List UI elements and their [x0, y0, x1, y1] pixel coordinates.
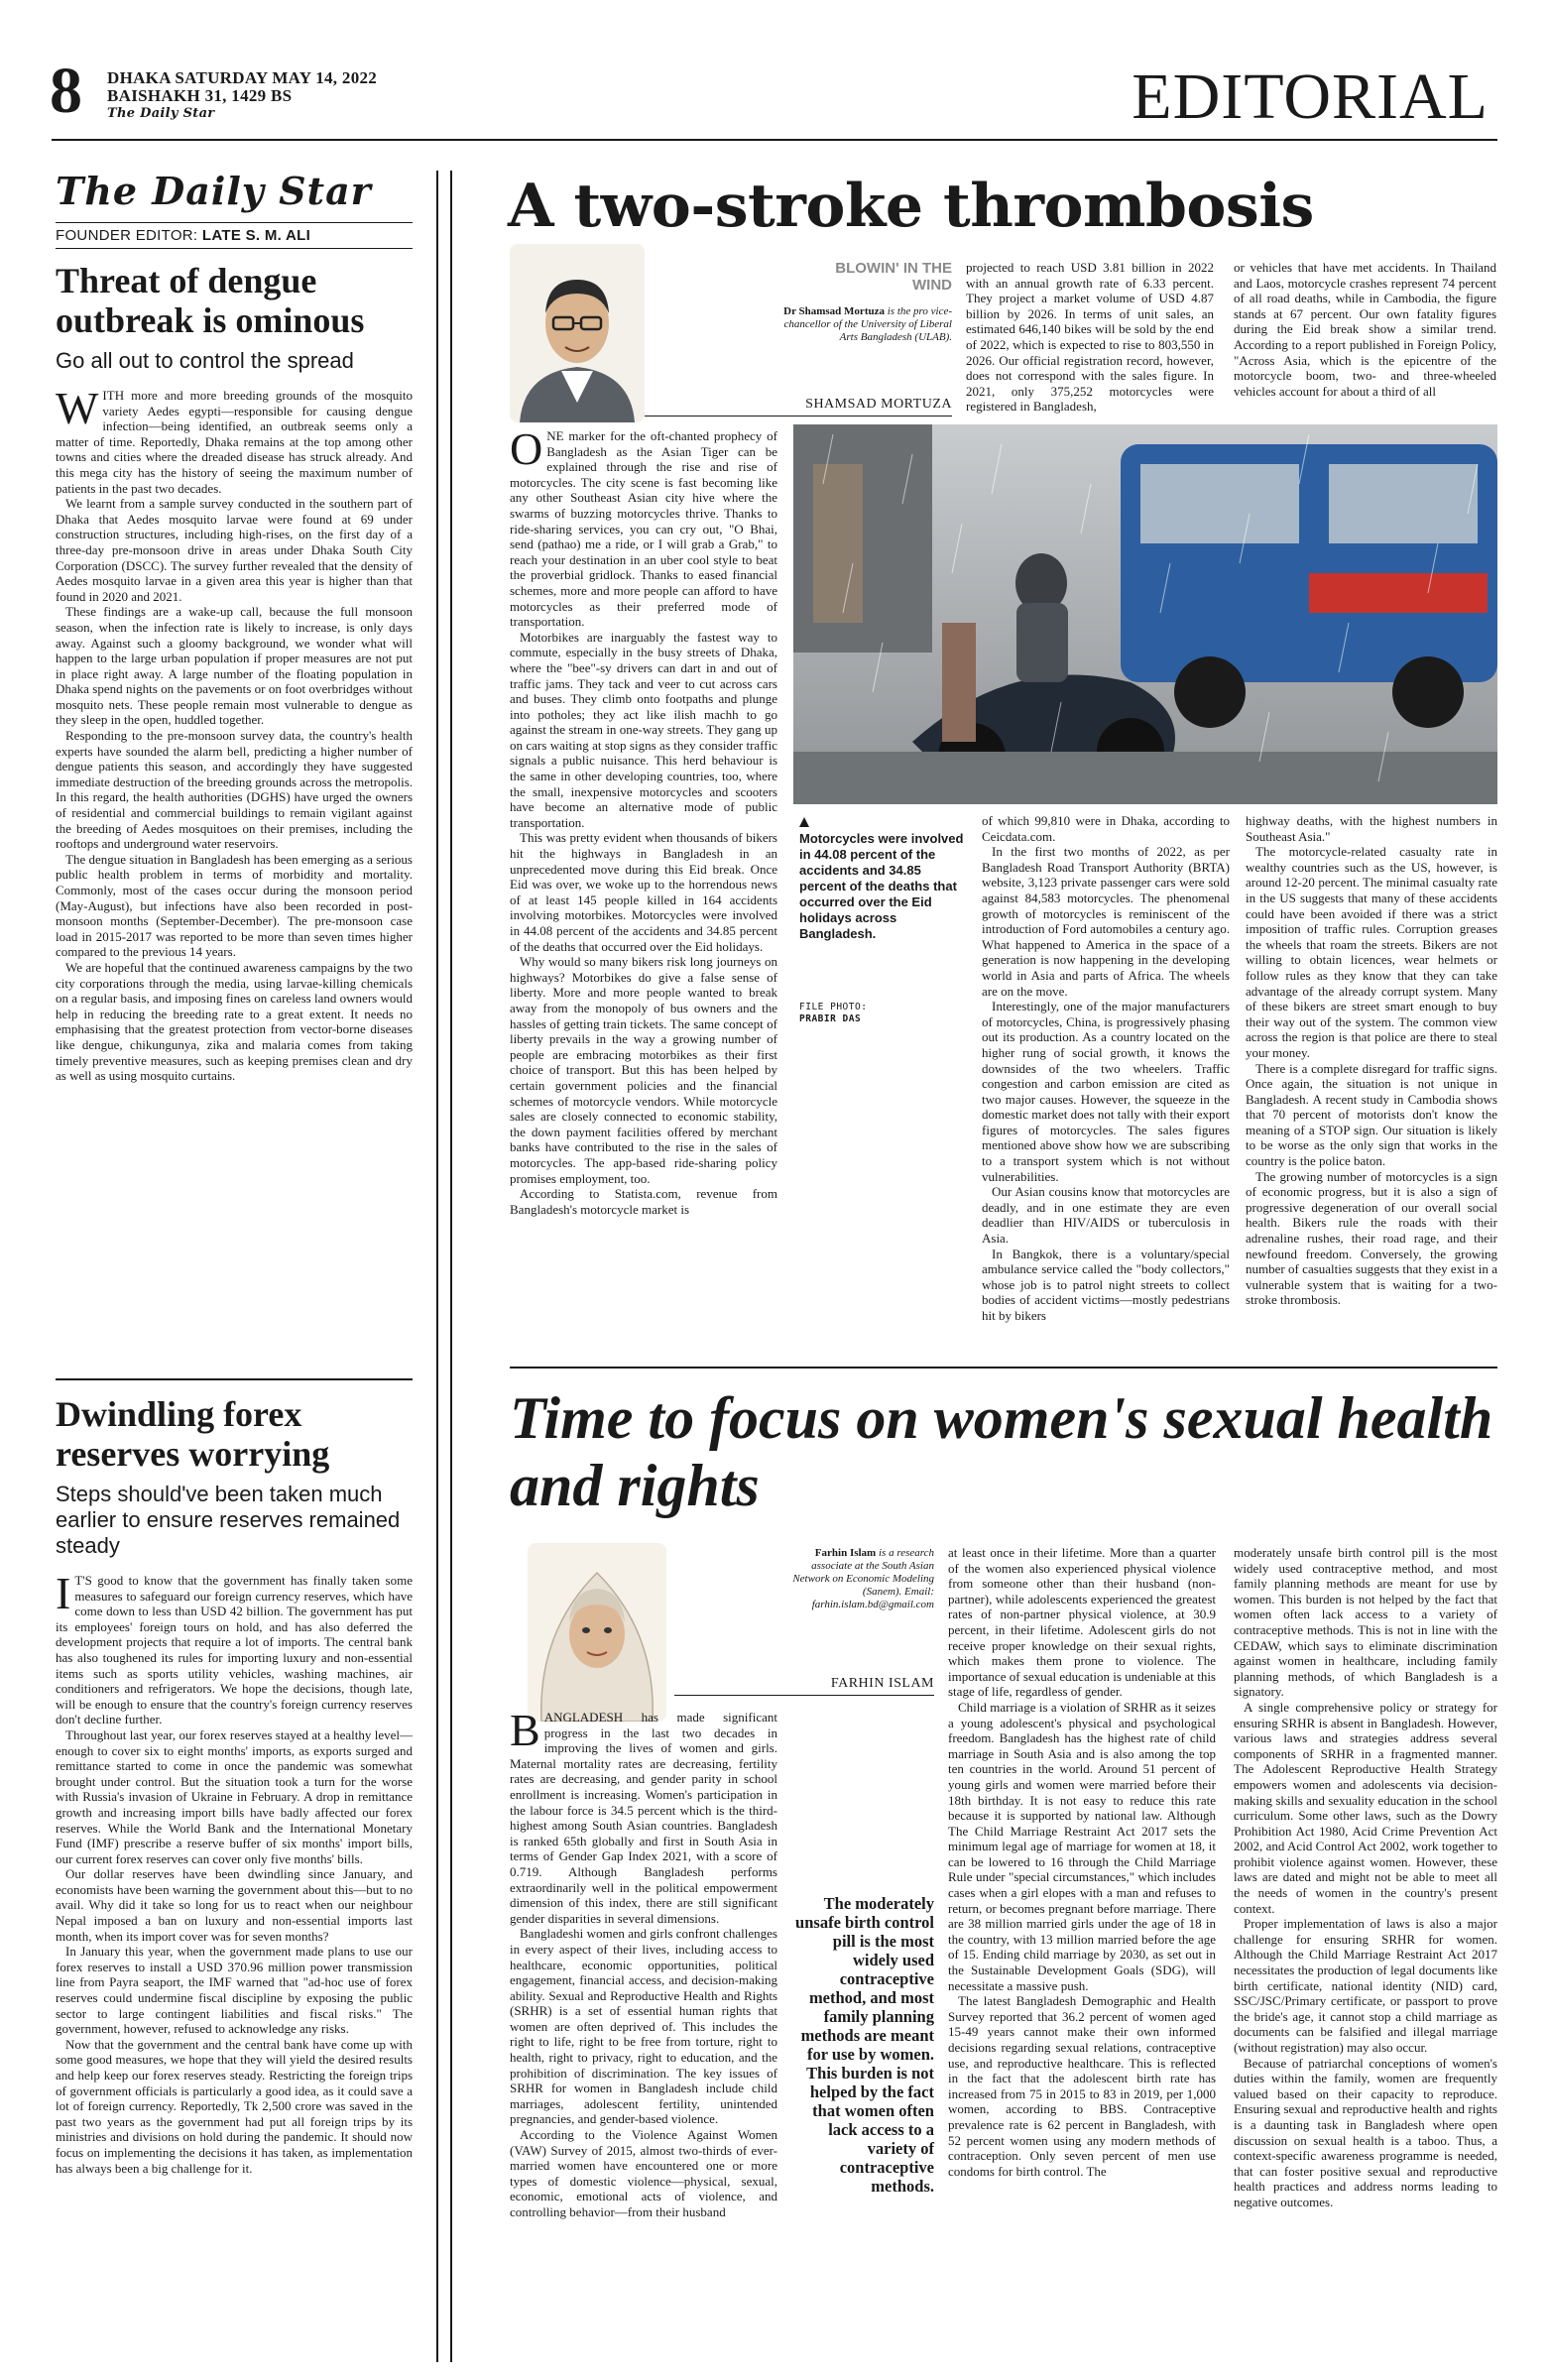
- date-line: DHAKA SATURDAY MAY 14, 2022: [107, 68, 378, 87]
- article-column-1: [510, 1705, 777, 2220]
- paragraph: Bangladeshi women and girls confront challenges in every aspect of their lives, including access to healthcare, economic opportunities, political engagement, financial access, and decision-making ability. Sexual and Reproductive Health and Rights (SRHR) is a set of essential human rights that women are often deprived of. This includes the right to life, right to be free from torture, right to health, right to privacy, right to education, and the prohibition of discrimination. The key issues of SRHR for women in Bangladesh include child marriages, adolescent fertility, unintended pregnancies, and gender-based violence.: [510, 1926, 777, 2127]
- author-portrait: [510, 244, 645, 422]
- paragraph: According to the Violence Against Women (VAW) Survey of 2015, almost two-thirds of ever-married women have encountered one or more types of domestic violence—physical, sexual, economic, emotional acts of violence, and controlling behavior—from their husband: [510, 2127, 777, 2219]
- paragraph: NE marker for the oft-chanted prophecy of Bangladesh as the Asian Tiger can be explained through the rise and rise of motorcycles. The city scene is fast becoming like any other Southeast Asian city hive where the swarms of buzzing motorcycles thrive. Thanks to ride-sharing services, you can cry out, "O Bhai, send (pathao) me a ride, or I will grab a Grab," to reach your destination in an uber cool style to beat the proverbial gridlock. Thanks to eased financial schemes, more and more people can afford to have motorcycles as their preferred mode of transportation.: [510, 428, 777, 630]
- masthead-logo: The Daily Star: [56, 169, 372, 213]
- drop-cap: O: [510, 423, 543, 474]
- author-portrait: [528, 1543, 666, 1722]
- dateline: [107, 69, 377, 123]
- founder-name: LATE S. M. ALI: [201, 227, 311, 244]
- paragraph: In January this year, when the government made plans to use our forex reserves to install a USD 370.96 million power transmission line from Payra seaport, the IMF warned that "ad-hoc use of forex reserves could undermine fiscal discipline by exposing the public sector to large contingent liabilities and fiscal risks." The government, however, refused to acknowledge any risks.: [56, 1944, 413, 2037]
- author-bio-name: Farhin Islam: [814, 1547, 877, 1559]
- editorial-column-2: [56, 1394, 413, 2176]
- article-title: A two-stroke thrombosis: [508, 172, 1314, 241]
- paragraph: ANGLADESH has made significant progress in the last two decades in improving the lives of women and girls. Maternal mortality rates are decreasing, fertility rates are decreasing, and gender parity in school enrollment is increasing. Women's participation in the labour force is 34.5 percent which is the third-highest among South Asian countries. Bangladesh is ranked 65th globally and first in South Asia in terms of Gender Gap Index 2021, with a score of 0.719. Although Bangladesh performs extraordinarily well in the political empowerment dimension of this index, there are still significant gender disparities in several dimensions.: [510, 1710, 777, 1926]
- editorial-headline: Dwindling forex reserves worrying: [56, 1394, 330, 1474]
- paragraph: Child marriage is a violation of SRHR as it seizes a young adolescent's physical and psychological freedom. Bangladesh has the highest rate of child marriage in South Asia and is also among the top ten countries in the world. Around 51 percent of young girls and women were married before their 18th birthday. It is not easy to reduce this rate because it is supported by national law. Although The Child Marriage Restraint Act 2017 sets the minimum legal age of marriage for women at 18, it can be lowered to 16 through the Child Marriage Rule under "special circumstances," which includes cases when a girl elopes with a man and refuses to return, or becomes pregnant before marriage. There are 38 million married girls under the age of 18 in the country, with 13 million married before the age of 15. Ending child marriage by 2030, as set out in the Sustainable Development Goals (SDG), will necessitate a massive push.: [948, 1699, 1216, 1993]
- article-column-3-bottom: [1246, 813, 1497, 1308]
- article-column-2-top: [966, 260, 1214, 415]
- divider: [56, 248, 413, 249]
- article-column-1: [510, 423, 777, 1217]
- author-bio-text: is the pro vice-chancellor of the University of Liberal Arts Bangladesh (ULAB).: [783, 305, 952, 343]
- column-divider: [436, 171, 438, 2362]
- editorial-headline: Threat of dengue outbreak is ominous: [56, 261, 365, 340]
- author-bio-text: is a research associate at the South Asian Network on Economic Modeling (Sanem). Email: farhin.islam.bd@gmail.com: [792, 1547, 934, 1610]
- column-divider: [450, 171, 452, 2362]
- paragraph: The growing number of motorcycles is a sign of economic progress, but it is also a sign of progressive degeneration of our overall social health. Bikers rule the roads with their adrenaline rushes, their road rage, and their newfound freedom. Conversely, the growing number of casualties suggests that they exist in a vulnerable system that is waiting for a two-stroke thrombosis.: [1246, 1168, 1497, 1308]
- author-bio-name: Dr Shamsad Mortuza: [783, 305, 885, 317]
- paragraph: In the first two months of 2022, as per Bangladesh Road Transport Authority (BRTA) website, 3,123 private passenger cars were sold against 84,583 motorcycles. The phenomenal growth of motorcycles is reminiscent of the introduction of Ford automobiles a century ago. What happened to America in the space of a generation is now happening in the developing world in Asia and parts of Africa. The wheels are on the move.: [982, 844, 1230, 999]
- column-label: BLOWIN' IN THE WIND: [835, 260, 952, 294]
- paragraph: Proper implementation of laws is also a major challenge for ensuring SRHR for women. Although the Child Marriage Restraint Act 2017 necessitates the production of legal documents like birth certificate, national identity (NID) card, SSC/JSC/Primary certificate, or passport to prove the bride's age, it cannot stop a child marriage as documents can be falsified and illegal marriage (without registration) may also occur.: [1234, 1916, 1497, 2055]
- paragraph: Our Asian cousins know that motorcycles are deadly, and in one estimate they are even deadlier than HIV/AIDS or tuberculosis in Asia.: [982, 1184, 1230, 1247]
- motorcycle-photo: [793, 424, 1497, 804]
- paragraph: A single comprehensive policy or strategy for ensuring SRHR is absent in Bangladesh. However, various laws and strategies address several components of SRHR in a fragmented manner. The Adolescent Reproductive Health Strategy empowers women and adolescents via decision-making skills and sexuality education in the school curriculum. Some other laws, such as the Dowry Prohibition Act 1980, Acid Crime Prevention Act 2002, and Acid Control Act 2002, work together to prohibit violence against women. However, these laws are dated and might not be able to meet all the needs of women in the country's present context.: [1234, 1699, 1497, 1916]
- bangla-date: BAISHAKH 31, 1429 BS: [107, 86, 293, 105]
- paragraph: Now that the government and the central bank have come up with some good measures, we hope that they will yield the desired results and help keep our forex reserves steady. Restricting the foreign trips of government officials is particularly a good idea, as it could save a lot of foreign currency. Reportedly, Tk 2,500 crore was saved in the past two years as the government had put all foreign trips by its ministries and divisions on hold during the pandemic. It should now focus on implementing the decisions it has taken, as implementation has always been a big challenge for it.: [56, 2036, 413, 2176]
- author-byline: FARHIN ISLAM: [674, 1676, 934, 1696]
- author-bio: [783, 305, 952, 344]
- photo-caption: Motorcycles were involved in 44.08 percent of the accidents and 34.85 percent of the deaths that occurred over the Eid holidays across Bangladesh.: [799, 831, 964, 941]
- paragraph: This was pretty evident when thousands of bikers hit the highways in Bangladesh in an unprecedented move during this Eid break. Once Eid was over, we woke up to the horrendous news of at least 145 people killed in 164 accidents involving motorbikes. Motorcycles were involved in 44.08 percent of the accidents and 34.85 percent of the deaths that occurred over the Eid holidays.: [510, 830, 777, 954]
- article-column-3: [1234, 1545, 1497, 2210]
- editorial-dengue: [56, 261, 413, 1084]
- header-rule: [52, 139, 1497, 141]
- editorial-subhead: Steps should've been taken much earlier to ensure reserves remained steady: [56, 1482, 401, 1558]
- article-motorcycles: [456, 169, 1497, 244]
- editorial-divider: [56, 1378, 413, 1380]
- paragraph: Because of patriarchal conceptions of women's duties within the family, women are frequently valued based on their capacity to reproduce. Ensuring sexual and reproductive health and rights is a daunting task in Bangladesh where open discussion on sexual health is a taboo. Thus, a context-specific awareness programme is needed, that can foster positive sexual and reproductive health practices and address norms leading to negative outcomes.: [1234, 2055, 1497, 2209]
- paragraph: T'S good to know that the government has finally taken some measures to safeguard our foreign currency reserves, which have come down to less than USD 42 billion. The government has put its employees' foreign tours on hold, and has also deferred the development projects that require a lot of imports. The central bank has also toughened its rules for importing luxury and non-essential items such as sports utility vehicles, washing machines, air conditioners and refrigerators. We hope the decisions, though late, will be enough to ensure that the country's foreign currency reserves don't decline further.: [56, 1573, 413, 1727]
- editorial-column: [56, 169, 413, 1084]
- article-title: Time to focus on women's sexual health and rights: [510, 1385, 1493, 1518]
- page-header: [0, 0, 1550, 149]
- paragraph: Motorbikes are inarguably the fastest way to commute, especially in the busy streets of Dhaka, where the "bee"-sy drivers can dart in and out of traffic jams. They tack and veer to cut across cars and buses. They climb onto footpaths and plunge into potholes; they act like ilish machh to go against the stream in one-way streets. They gang up on cars waiting at stop signs as they consider traffic signals a public nuisance. This herd behaviour is the same in other developing countries, too, where the small, inexpensive motorcycles and scooters have become an alternative mode of public transportation.: [510, 629, 777, 830]
- editorial-body: [56, 1568, 413, 2176]
- editorial-forex: [56, 1394, 413, 2176]
- paragraph: ITH more and more breeding grounds of the mosquito variety Aedes egypti—responsible for causing dengue infection—being identified, an outbreak seems only a matter of time. Reportedly, Dhaka remains at the top among other towns and cities where the dreaded disease has struck already. And this mega city has the history of seeing the maximum number of patients in the past two decades.: [56, 388, 413, 496]
- paragraph: moderately unsafe birth control pill is the most widely used contraceptive method, and most family planning methods are meant for use by women. This burden is not helped by the fact that women often lack access to a variety of contraceptive methods. This is not in line with the CEDAW, which says to eliminate discrimination against women in healthcare, including family planning methods, of which Bangladesh is a signatory.: [1234, 1545, 1497, 1700]
- drop-cap: I: [56, 1568, 71, 1618]
- editorial-body: [56, 383, 413, 1084]
- paragraph: The latest Bangladesh Demographic and Health Survey reported that 36.2 percent of women aged 15-49 years cannot make their own informed decisions regarding sexual relations, contraceptive use, and reproductive healthcare. This is reflected in the fact that the adolescent birth rate has increased from 75 in 2015 to 83 in 2019, per 1,000 women, according to BBS. Contraceptive prevalence rate is 62 percent in Bangladesh, with 52 percent women using any modern methods of contraception. Only seven percent of men use condoms for birth control. The: [948, 1993, 1216, 2179]
- paragraph: The dengue situation in Bangladesh has been emerging as a serious public health problem in terms of morbidity and mortality. Commonly, most of the cases occur during the monsoon period (May-August), but infections have also been recorded in post-monsoon months (September-December). The pre-monsoon case load in 2015-2017 was reported to be more than seven times higher compared to the previous 14 years.: [56, 851, 413, 960]
- section-title: EDITORIAL: [1132, 60, 1489, 133]
- paragraph: Interestingly, one of the major manufacturers of motorcycles, China, is progressively phasing out its production. As a country located on the higher rung of social growth, it knows the downsides of the two wheelers. Traffic congestion and carbon emission are cited as two major causes. However, the squeeze in the domestic market does not tally with their export figures of motorcycles. The sales figures mentioned above show how we are subscribing to a transport system which is not without vulnerabilities.: [982, 999, 1230, 1184]
- mini-masthead: The Daily Star: [107, 106, 215, 121]
- paragraph: highway deaths, with the highest numbers in Southeast Asia.": [1246, 813, 1497, 844]
- paragraph: These findings are a wake-up call, because the full monsoon season, when the infection rate is likely to increase, is only days away. Against such a gloomy background, we wonder what will happen to the large urban population if proper measures are not put in place right away. A large number of the floating population in Dhaka spend nights on the pavements or on foot overbridges without mosquito nets. These people remain most vulnerable to dengue as they sleep in the open, huddled together.: [56, 604, 413, 728]
- paragraph: There is a complete disregard for traffic signs. Once again, the situation is not unique in Bangladesh. A recent study in Cambodia shows that 70 percent of motorists don't know the meaning of a STOP sign. Our situation is likely to be worse as the only sign that works in the country is the police baton.: [1246, 1060, 1497, 1169]
- article-column-2-bottom: [982, 813, 1230, 1324]
- founder-label: FOUNDER EDITOR:: [56, 227, 198, 244]
- paragraph: Why would so many bikers risk long journeys on highways? Motorbikes do give a false sense of liberty. More and more people wanted to break away from the monopoly of bus owners and the hassles of getting train tickets. The same concept of liberty prevails in the way a growing number of people are embracing motorbikes as their first choice of transport. But this has been helped by certain government policies and the financial schemes of motorcycle vendors. While motorcycle sales are closely connected to economic stability, the down payment facilities offered by merchant banks have contributed to the rise in the sales of motorcycles. The app-based ride-sharing policy promises employment, too.: [510, 954, 777, 1186]
- paragraph: of which 99,810 were in Dhaka, according to Ceicdata.com.: [982, 813, 1230, 844]
- paragraph: The motorcycle-related casualty rate in wealthy countries such as the US, however, is around 12-20 percent. The minimal casualty rate in the US suggests that many of these accidents could have been avoided if there was a strict imposition of traffic rules. Corruption greases the wheels that roam the streets. Bikers are not willing to obtain licences, wear helmets or follow rules as they know that they can take advantage of the already corrupt system. Many of these bikers are street smart enough to buy their way out of the system. The common view across the region is that police are there to steal your money.: [1246, 844, 1497, 1060]
- article-column-3-top: [1234, 260, 1496, 399]
- page-number: 8: [50, 55, 82, 127]
- paragraph: at least once in their lifetime. More than a quarter of the women also experienced physical violence from someone other than their husband (non-partner), while adolescents experienced the greatest rates of non-partner physical violence, at 30.9 percent, in their lifetime. Adolescent girls do not receive proper knowledge on their sexual rights, which makes them prone to violence. The importance of sexual education is undeniable at this stage of life, regardless of gender.: [948, 1545, 1216, 1700]
- article-divider: [510, 1367, 1497, 1368]
- drop-cap: W: [56, 383, 99, 433]
- author-byline: SHAMSAD MORTUZA: [645, 397, 952, 416]
- paragraph: Our dollar reserves have been dwindling since January, and economists have been warning the government about this—but to no avail. Why did it take so long for us to react when our neighbour Nepal imposed a ban on luxury and non-essential imports last month, when its import cover was for seven months?: [56, 1866, 413, 1944]
- photo-credit: [799, 1002, 968, 1025]
- caption-arrow-icon: [799, 817, 809, 827]
- author-bio: [774, 1547, 934, 1611]
- photo-credit-name: PRABIR DAS: [799, 1013, 862, 1024]
- paragraph: We learnt from a sample survey conducted in the southern part of Dhaka that Aedes mosquito larvae were found at 69 under construction structures, including high-rises, on the first day of a three-day pre-monsoon drive in areas under Dhaka South City Corporation (DSCC). The survey further revealed that the density of Aedes mosquito larvae in a given area this year is higher than that found in 2020 and 2021.: [56, 496, 413, 604]
- paragraph: We are hopeful that the continued awareness campaigns by the two city corporations through the media, using larvae-killing chemicals on a regular basis, and imposing fines on careless land owners would help in reducing the breeding rate to a great extent. It needs no emphasising that the greatest protection from vector-borne diseases like dengue, chikungunya, zika and malaria comes from taking timely preventive measures, such as keeping premises clean and dry as well as using mosquito curtains.: [56, 959, 413, 1084]
- article-column-2: [948, 1545, 1216, 2179]
- paragraph: Throughout last year, our forex reserves stayed at a healthy level—enough to cover six to eight months' imports, as exports surged and remittance started to come in once the pandemic was somewhat brought under control. But the situation took a turn for the worse with Russia's invasion of Ukraine in February. A drop in remittance growth and increasing import bills have badly affected our forex reserves. While the World Bank and the International Monetary Fund (IMF) prescribe a reserve buffer of six months' import bills, our current forex reserves can cover only five months' bills.: [56, 1726, 413, 1866]
- editorial-subhead: Go all out to control the spread: [56, 348, 354, 373]
- paragraph: Responding to the pre-monsoon survey data, the country's health experts have sounded the alarm bell, predicting a higher number of dengue patients this season, and accordingly they have suggested immediate destruction of the breeding grounds across the metropolis. In this regard, the health authorities (DGHS) have urged the owners of residential and commercial buildings to remain vigilant against the breeding of Aedes mosquitoes on their premises, including the rooftops and underground water reservoirs.: [56, 728, 413, 852]
- photo-credit-label: FILE PHOTO:: [799, 1002, 868, 1012]
- pull-quote: The moderately unsafe birth control pill is the most widely used contraceptive method, and most family planning methods are meant for use by women. This burden is not helped by the fact that women often lack access to a variety of contraceptive methods.: [795, 1894, 934, 2196]
- paragraph: In Bangkok, there is a voluntary/special ambulance service called the "body collectors," whose job is to patrol night streets to collect bodies of accident victims—mostly pedestrians hit by bikers: [982, 1246, 1230, 1323]
- paragraph: According to Statista.com, revenue from Bangladesh's motorcycle market is: [510, 1186, 777, 1217]
- founder-line: [56, 222, 413, 244]
- paragraph: projected to reach USD 3.81 billion in 2022 with an annual growth rate of 6.33 percent. They project a market volume of USD 4.87 billion by 2026. In terms of unit sales, an estimated 646,140 bikes will be sold by the end of 2022, which is expected to rise to 803,550 in 2026. Our official registration record, however, does not correspond with the sales figure. In 2021, only 375,252 motorcycles were registered in Bangladesh,: [966, 260, 1214, 415]
- paragraph: or vehicles that have met accidents. In Thailand and Laos, motorcycle crashes represent 74 percent of all road deaths, while in Cambodia, the figure stands at 67 percent. Our own fatality figures during the Eid break show a similar trend. According to a report published in Foreign Policy, "Across Asia, which is the epicentre of the motorcycle boom, two- and three-wheeled vehicles account for about a third of all: [1234, 260, 1496, 399]
- drop-cap: B: [510, 1705, 540, 1755]
